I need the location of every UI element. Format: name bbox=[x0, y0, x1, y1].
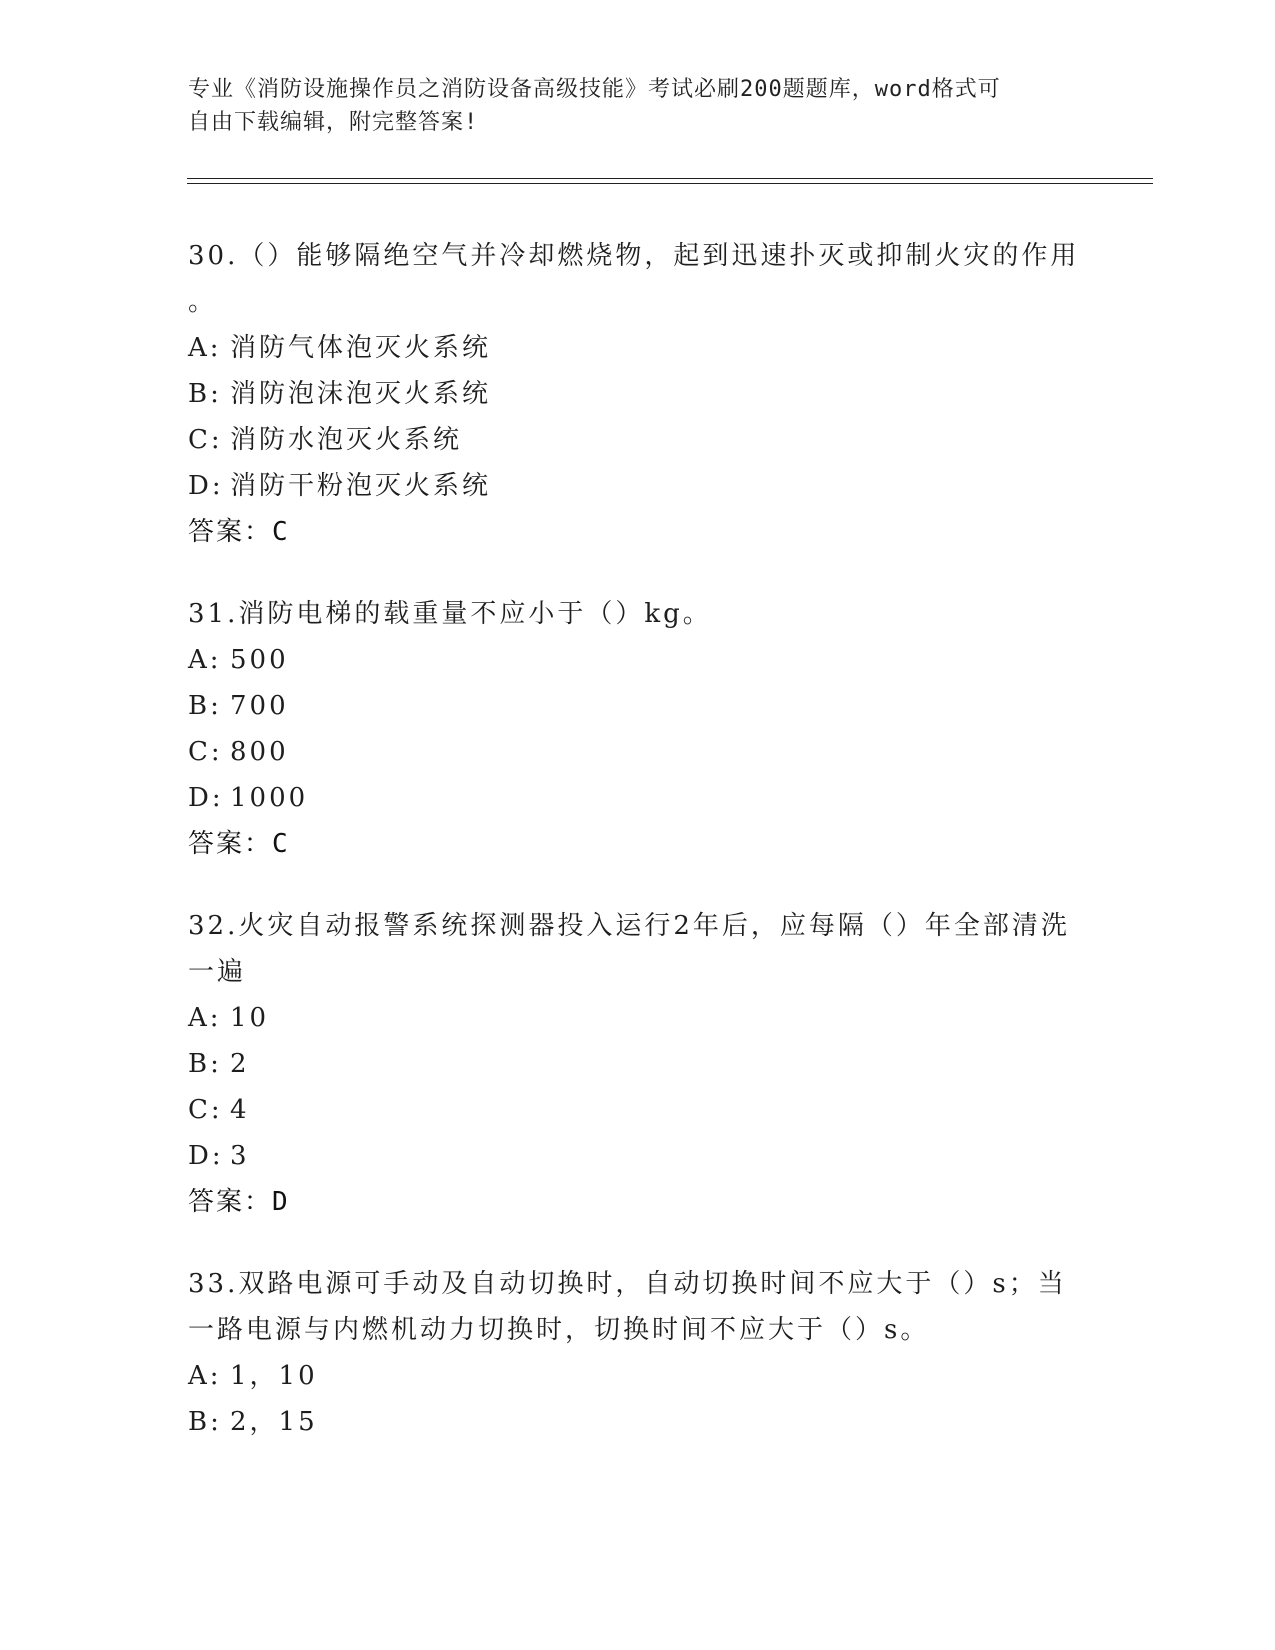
option-letter: C: bbox=[188, 425, 223, 455]
option-text: 3 bbox=[230, 1141, 250, 1171]
option-letter: B: bbox=[188, 691, 222, 721]
option-a bbox=[188, 1353, 1088, 1399]
option-letter: B: bbox=[188, 379, 222, 409]
option-text: 消防水泡灭火系统 bbox=[230, 425, 463, 455]
question-30 bbox=[188, 233, 1088, 555]
answer-line: 答案：C bbox=[188, 517, 290, 547]
option-a bbox=[188, 995, 1088, 1041]
answer-line: 答案：C bbox=[188, 829, 290, 859]
header-divider-top bbox=[187, 178, 1153, 179]
question-31 bbox=[188, 591, 1088, 867]
document-header bbox=[188, 73, 1068, 139]
option-b bbox=[188, 371, 1088, 417]
option-letter: C: bbox=[188, 1095, 223, 1125]
option-text: 10 bbox=[230, 1003, 270, 1033]
option-text: 500 bbox=[230, 645, 289, 675]
option-text: 消防泡沫泡灭火系统 bbox=[230, 379, 492, 409]
option-text: 1，10 bbox=[230, 1361, 318, 1391]
option-text: 消防气体泡灭火系统 bbox=[230, 333, 492, 363]
option-d bbox=[188, 1133, 1088, 1179]
question-text-line: 30.（）能够隔绝空气并冷却燃烧物，起到迅速扑灭或抑制火灾的作用 bbox=[188, 241, 1080, 271]
option-a bbox=[188, 637, 1088, 683]
option-letter: A: bbox=[188, 645, 222, 675]
question-text-line: 31.消防电梯的载重量不应小于（）kg。 bbox=[188, 599, 712, 629]
option-c bbox=[188, 1087, 1088, 1133]
option-text: 2，15 bbox=[230, 1407, 318, 1437]
option-d bbox=[188, 775, 1088, 821]
question-text-line: 33.双路电源可手动及自动切换时，自动切换时间不应大于（）s；当 bbox=[188, 1269, 1067, 1299]
question-32 bbox=[188, 903, 1088, 1225]
option-c bbox=[188, 729, 1088, 775]
question-text-line: 。 bbox=[188, 287, 218, 317]
option-a bbox=[188, 325, 1088, 371]
option-d bbox=[188, 463, 1088, 509]
option-text: 2 bbox=[230, 1049, 250, 1079]
header-line-1: 专业《消防设施操作员之消防设备高级技能》考试必刷200题题库，word格式可 bbox=[188, 77, 1001, 102]
option-letter: D: bbox=[188, 783, 224, 813]
option-letter: A: bbox=[188, 1361, 222, 1391]
option-letter: B: bbox=[188, 1407, 222, 1437]
question-text-line: 32.火灾自动报警系统探测器投入运行2年后，应每隔（）年全部清洗 bbox=[188, 911, 1070, 941]
option-letter: C: bbox=[188, 737, 223, 767]
option-b bbox=[188, 1399, 1088, 1445]
option-text: 1000 bbox=[230, 783, 309, 813]
answer-line: 答案：D bbox=[188, 1187, 290, 1217]
option-text: 4 bbox=[230, 1095, 250, 1125]
option-letter: D: bbox=[188, 1141, 224, 1171]
option-letter: A: bbox=[188, 1003, 222, 1033]
question-33 bbox=[188, 1261, 1088, 1445]
option-b bbox=[188, 1041, 1088, 1087]
question-text-line: 一路电源与内燃机动力切换时，切换时间不应大于（）s。 bbox=[188, 1315, 930, 1345]
option-text: 800 bbox=[230, 737, 289, 767]
option-letter: A: bbox=[188, 333, 222, 363]
option-c bbox=[188, 417, 1088, 463]
header-line-2: 自由下载编辑，附完整答案! bbox=[188, 110, 479, 135]
question-list bbox=[188, 233, 1088, 1481]
option-text: 消防干粉泡灭火系统 bbox=[230, 471, 492, 501]
header-divider-bottom bbox=[187, 183, 1153, 184]
option-letter: B: bbox=[188, 1049, 222, 1079]
option-b bbox=[188, 683, 1088, 729]
question-text-line: 一遍 bbox=[188, 957, 247, 987]
option-text: 700 bbox=[230, 691, 289, 721]
option-letter: D: bbox=[188, 471, 224, 501]
